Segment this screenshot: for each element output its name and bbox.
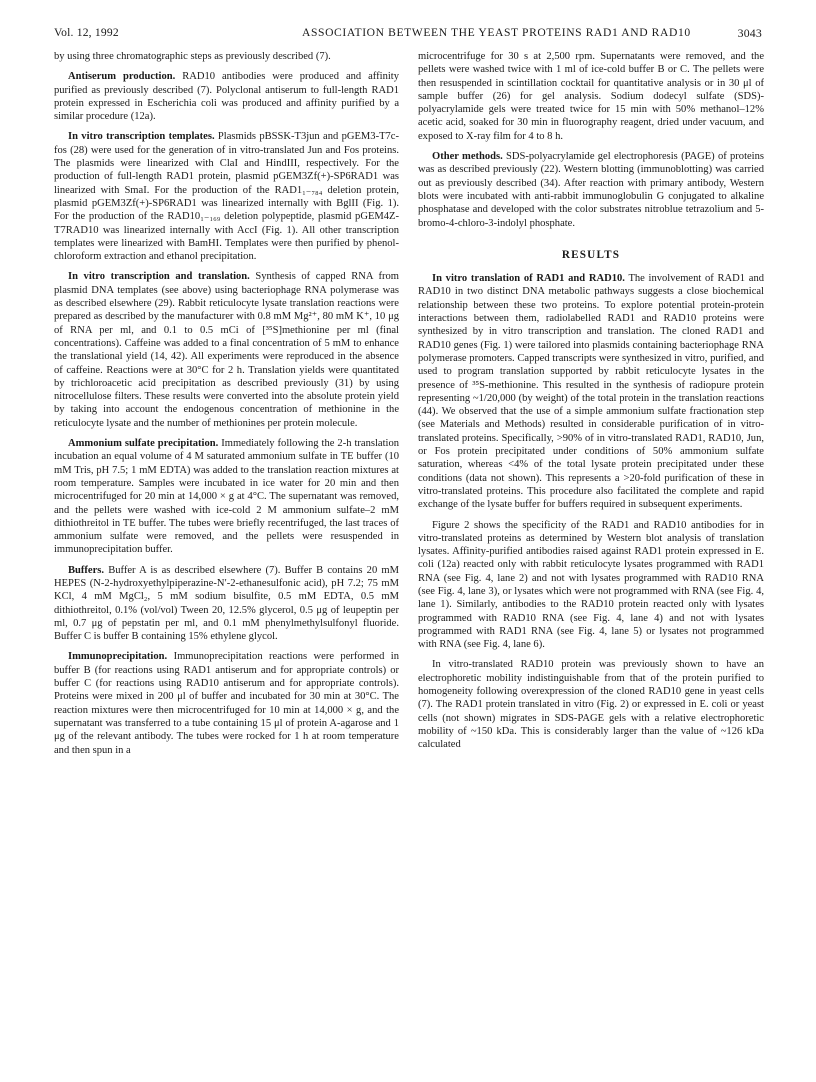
paragraph-buffers bbox=[54, 564, 399, 644]
paragraph-transcription-templates bbox=[54, 130, 399, 263]
run-in-heading-in-vitro-translation: In vitro translation of RAD1 and RAD10. bbox=[432, 273, 625, 285]
page-number: 3043 bbox=[737, 26, 762, 40]
paragraph-text: RAD10 antibodies were produced and affinity purified as previously described (7). Polyclonal antiserum to full-length RAD1 protein expressed in Escherichia coli was produced and affinity purified by a similar procedure (12a). bbox=[54, 71, 399, 123]
run-in-heading-buffers: Buffers. bbox=[68, 564, 105, 576]
paragraph-electrophoretic-mobility: In vitro-translated RAD10 protein was previously shown to have an electrophoretic mobility indistinguishable from that of the protein purified to homogeneity following overexpression of the cloned RAD10 gene in yeast cells (7). The RAD1 protein translated in vitro (Fig. 2) or expressed in E. coli or yeast cells (not shown) migrates in SDS-PAGE gels with a relative electrophoretic mobility of ~150 kDa. This is considerably larger than the value of ~126 kDa calculated bbox=[418, 659, 764, 751]
run-in-heading-ammonium-sulfate: Ammonium sulfate precipitation. bbox=[68, 438, 219, 450]
paragraph-in-vitro-translation bbox=[418, 272, 764, 511]
paragraph-antibody-specificity: Figure 2 shows the specificity of the RAD1 and RAD10 antibodies for in vitro-translated proteins as determined by Western blot analysis of translation lysates. Affinity-purified antibodies raised against RAD1 protein expressed in E. coli (12a) reacted only with rabbit reticulocyte lysates programmed with RAD1 RNA (see Fig. 4, lane 2) and not with lysates programmed with RAD10 RNA (see Fig. 4, lane 3), or lysates which were not programmed with RNA (see Fig. 4, lane 1). Similarly, antibodies to the RAD10 protein reacted only with lysates programmed with RAD10 RNA (see Fig. 4, lane 4) and not with lysates programmed with RAD1 RNA (see Fig. 4, lane 5) or lysates not programmed with RNA (see Fig. 4, lane 6). bbox=[418, 519, 764, 651]
paragraph-transcription-translation bbox=[54, 270, 399, 430]
paragraph-antiserum-production bbox=[54, 70, 399, 123]
run-in-heading-immunoprecipitation: Immunoprecipitation. bbox=[68, 651, 168, 663]
paragraph-text: Immunoprecipitation reactions were performed in buffer B (for reactions using RAD1 antiserum and for appropriate controls) or buffer C (for reactions using RAD10 antiserum and for appropriate controls). Proteins were mixed in 200 μl of buffer and incubated for 30 min at 30°C. The reaction mixtures were then microcentrifuged for 10 min at 14,000 × g, and the supernatant was transferred to a tube containing 15 μl of protein A-agarose and 1 μg of the relevant antibody. The tubes were rocked for 1 h at room temperature and then spun in a bbox=[54, 651, 399, 756]
paragraph-text: The involvement of RAD1 and RAD10 in two distinct DNA metabolic pathways suggests a close biochemical relationship between these two proteins. To explore potential protein-protein interactions between them, radiolabelled RAD1 and RAD10 proteins were synthesized by in vitro transcription and translation. The cloned RAD1 and RAD10 genes (Fig. 1) were tailored into plasmids containing bacteriophage RNA polymerase promoters. Capped transcripts were synthesized in vitro, purified, and used to program translation supported by rabbit reticulocyte lysates in the presence of ³⁵S-methionine. This resulted in the synthesis of radiopure protein representing ~1/20,000 (by weight) of the total protein in the translation reactions (44). We observed that the use of a simple ammonium sulfate fractionation step (see Materials and Methods) resulted in considerable purification of in vitro-translated proteins. Specifically, >90% of in vitro-translated RAD1, RAD10, Jun, or Fos protein precipitated under conditions of 50% ammonium sulfate saturation, whereas <4% of the total lysate protein precipitated under these conditions (data not shown). This represents a >20-fold purification of these in vitro-translated proteins. This procedure also facilitated the complete and rapid exchange of the lysate buffer for buffers required in subsequent experiments. bbox=[418, 273, 764, 511]
run-in-heading-transcription-translation: In vitro transcription and translation. bbox=[68, 271, 250, 283]
paragraph-text: Synthesis of capped RNA from plasmid DNA templates (see above) using bacteriophage RNA polymerase was as described elsewhere (29). Rabbit reticulocyte lysate translation reactions were prepared as described by the manufacturer with 0.8 mM Mg²⁺, 80 mM K⁺, 10 μg of RNA per ml, and 0.1 to 0.5 mCi of [³⁵S]methionine per ml (final concentrations). Caffeine was added to a final concentration of 5 mM to enhance the translational yield (14, 42). All experiments were reproduced in the absence of caffeine. Reactions were at 30°C for 2 h. Translation yields were quantitated by trichloroacetic acid precipitation as described previously (31) by using nitrocellulose filters. These results were converted into the absolute protein yield by taking into account the endogenous concentration of methionine in the reticulocyte lysate and the number of methionines per protein molecule. bbox=[54, 271, 399, 429]
paragraph-continued: microcentrifuge for 30 s at 2,500 rpm. Supernatants were removed, and the pellets were washed twice with 1 ml of ice-cold buffer B or C. The pellets were then resuspended in scintillation cocktail for quantitative analysis or in 30 μl of sample buffer (26) for gel analysis. Sodium dodecyl sulfate (SDS)-polyacrylamide gels were treated twice for 15 min with 50% methanol–12% acetic acid, soaked for 30 min in fluorography reagent, dried under vacuum, and exposed to X-ray film for 4 to 8 h. bbox=[418, 51, 764, 142]
paragraph-ammonium-sulfate bbox=[54, 437, 399, 557]
volume-label: Vol. 12, 1992 bbox=[54, 26, 119, 39]
paragraph-text: SDS-polyacrylamide gel electrophoresis (PAGE) of proteins was as described previously (22). Western blotting (immunoblotting) was carried out as previously described (34). After reaction with primary antibody, Western blots were incubated with anti-rabbit immunoglobulin G conjugated to alkaline phosphatase and developed with the color substrates nitroblue tetrazolium and 5-bromo-4-chloro-3-indolyl phosphate. bbox=[418, 151, 764, 229]
paragraph-other-methods bbox=[418, 150, 764, 230]
run-in-heading-templates: In vitro transcription templates. bbox=[68, 131, 215, 143]
paragraph-text: Buffer A is as described elsewhere (7). Buffer B contains 20 mM HEPES (N-2-hydroxyethylpiperazine-N′-2-ethanesulfonic acid), pH 7.2; 75 mM KCl, 4 mM MgCl₂, 5 mM sodium bisulfite, 0.5 mM EDTA, 0.5 mM dithiothreitol, 0.1% (vol/vol) Tween 20, 12.5% glycerol, 0.5 μg of leupeptin per ml, 0.7 μg of pepstatin per ml, and 0.1 mM phenylmethylsulfonyl fluoride. Buffer C is buffer B containing 15% ethylene glycol. bbox=[54, 564, 399, 643]
paragraph-text: Plasmids pBSSK-T3jun and pGEM3-T7c-fos (28) were used for the generation of in vitro-translated Jun and Fos proteins. The plasmids were linearized with ClaI and HindIII, respectively. For the production of full-length RAD1 protein, plasmid pGEM3Zf(+)-SP6RAD1 was linearized with SmaI. For the production of the RAD1₁₋₇₈₄ deletion protein, plasmid pGEM3Zf(+)-SP6RAD1 was linearized internally with BglII (Fig. 1). For the production of the RAD10₁₋₁₆₉ deletion polypeptide, plasmid pGEM4Z-T7RAD10 was linearized internally with AccI (Fig. 1). All other transcription templates were linearized with BamHI. Templates were then purified by phenol-chloroform extraction and ethanol precipitation. bbox=[54, 131, 399, 263]
run-in-heading-antiserum: Antiserum production. bbox=[68, 71, 176, 83]
paragraph-text: Immediately following the 2-h translation incubation an equal volume of 4 M saturated ammonium sulfate in TE buffer (10 mM Tris, pH 7.5; 1 mM EDTA) was added to the translation reaction mixtures at room temperature. Samples were incubated in ice water for 20 min and then microcentrifuged for 20 min at 14,000 × g at 4°C. The supernatant was removed, and the pellets were washed with ice-cold 2 M ammonium sulfate–2 mM dithiothreitol in TE buffer. The tubes were briefly recentrifuged, the last traces of ammonium sulfate were removed, and the pellets were resuspended in immunoprecipitation buffer. bbox=[54, 438, 399, 556]
run-in-heading-other-methods: Other methods. bbox=[432, 151, 503, 163]
running-header bbox=[54, 22, 762, 42]
running-title: ASSOCIATION BETWEEN THE YEAST PROTEINS RAD1 AND RAD10 bbox=[302, 26, 691, 39]
paragraph-immunoprecipitation bbox=[54, 650, 399, 756]
left-column bbox=[54, 50, 399, 1065]
paragraph-continued: by using three chromatographic steps as previously described (7). bbox=[54, 51, 331, 62]
section-heading-results: RESULTS bbox=[561, 248, 621, 261]
right-column bbox=[418, 50, 764, 1065]
